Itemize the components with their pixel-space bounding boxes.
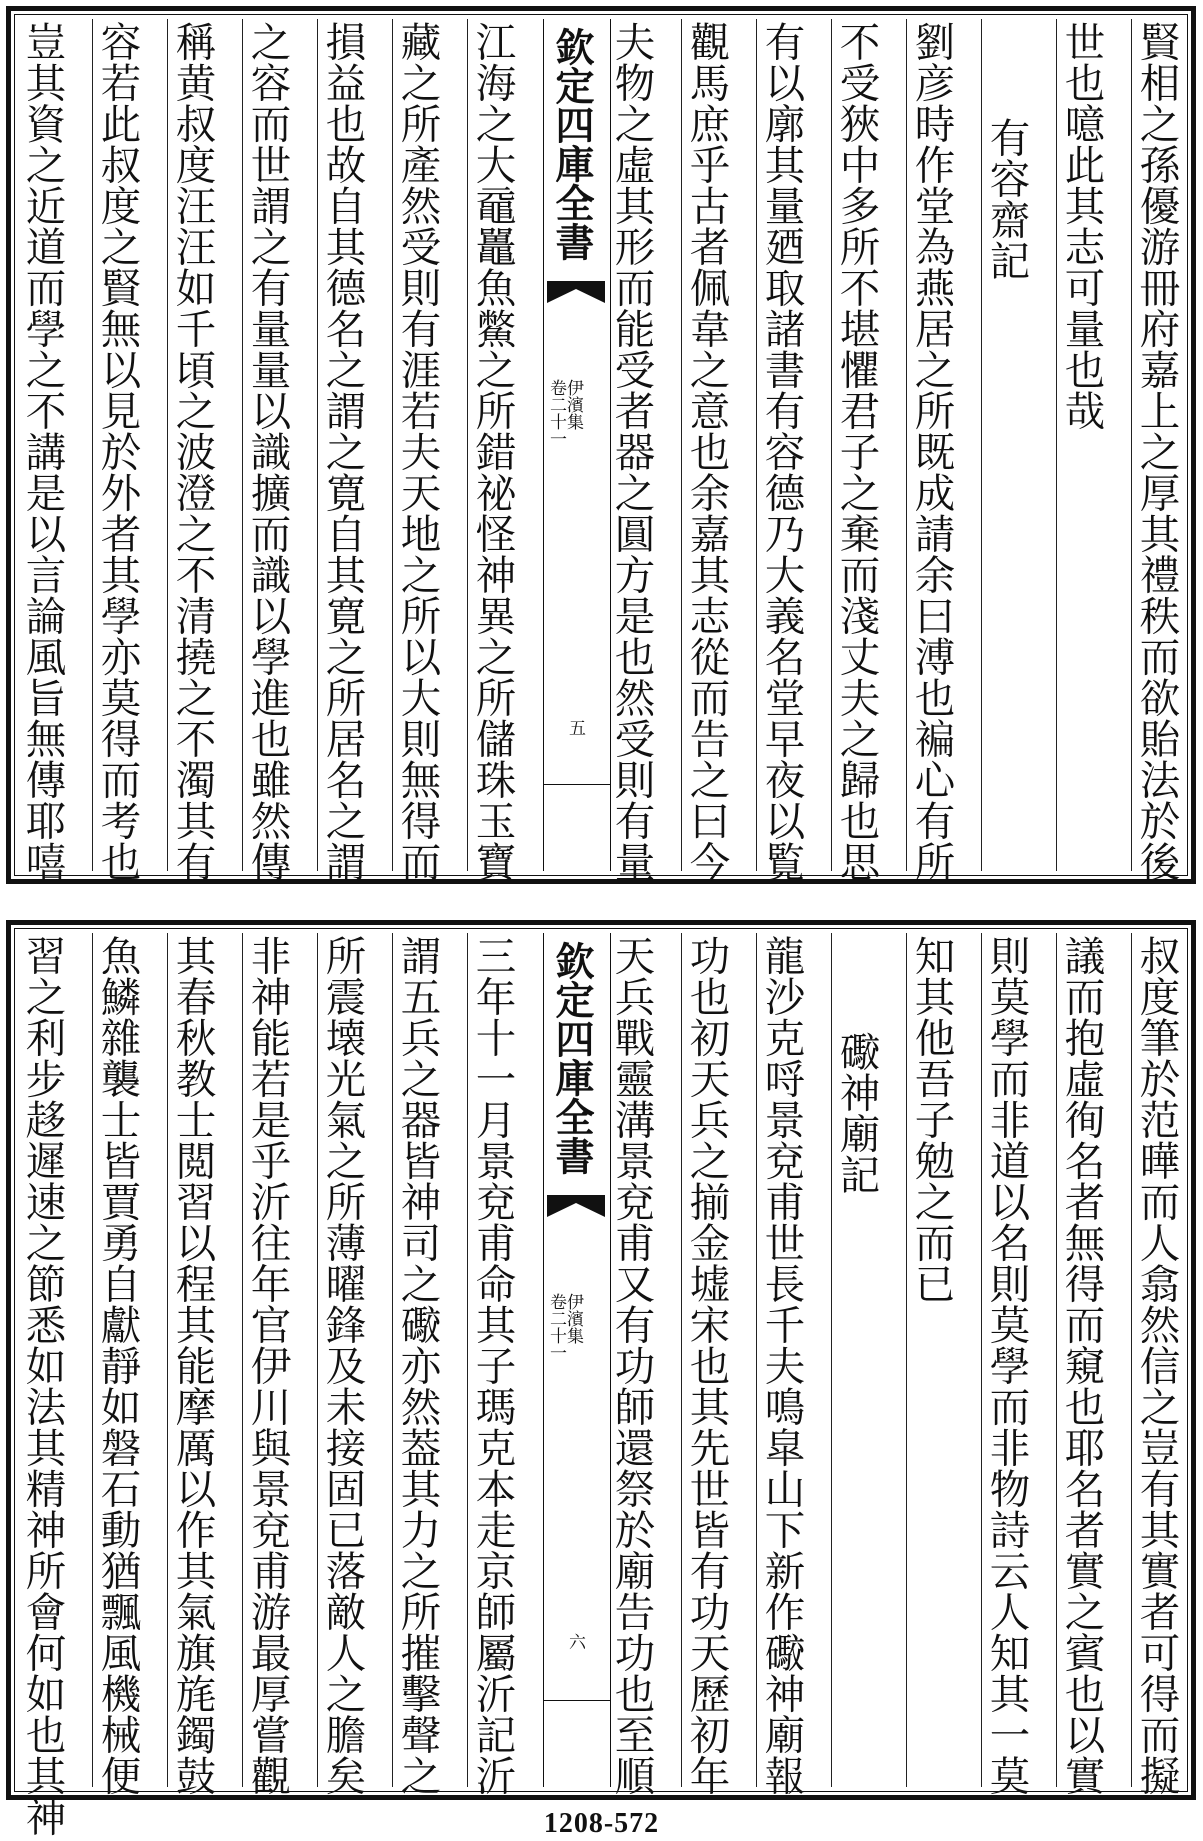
text-column: 賢相之孫優游冊府嘉上之厚其禮秩而欲貽法於後	[1132, 21, 1181, 882]
column-rule	[756, 19, 757, 871]
column-rule	[1131, 933, 1132, 1787]
column-rule	[467, 933, 468, 1787]
center-bottom-rule	[544, 784, 610, 785]
column-rule	[831, 933, 832, 1787]
center-fold-label	[543, 19, 611, 871]
text-column: 議而抱虛徇名者無得而窺也耶名者實之賓也以實	[1057, 935, 1106, 1796]
center-fold-label	[543, 933, 611, 1787]
column-rule	[317, 933, 318, 1787]
column-rule	[392, 19, 393, 871]
text-column: 藏之所產然受則有涯若夫天地之所以大則無得而	[393, 21, 442, 882]
text-column: 江海之大黿鼉魚鱉之所錯祕怪神異之所儲珠玉寶	[468, 21, 517, 882]
text-column: 觀馬庶乎古者佩韋之意也余嘉其志從而告之曰今	[682, 21, 731, 882]
column-rule	[92, 933, 93, 1787]
column-rule	[756, 933, 757, 1787]
column-rule	[981, 933, 982, 1787]
column-rule	[467, 19, 468, 871]
column-rule	[1056, 933, 1057, 1787]
text-column: 豈其資之近道而學之不講是以言論風旨無傳耶嘻	[18, 21, 67, 882]
column-rule	[831, 19, 832, 871]
text-column: 容若此叔度之賢無以見於外者其學亦莫得而考也	[93, 21, 142, 882]
column-rule	[92, 19, 93, 871]
text-column: 世也噫此其志可量也哉	[1057, 21, 1106, 431]
column-rule	[317, 19, 318, 871]
column-rule	[906, 19, 907, 871]
column-rule	[1131, 19, 1132, 871]
center-bottom-rule	[544, 1700, 610, 1701]
text-column: 稱黄叔度汪汪如千頃之波澄之不清撓之不濁其有	[168, 21, 217, 882]
text-column: 魚鱗雜襲士皆賈勇自獻靜如磐石動猶飄風機械便	[93, 935, 142, 1796]
column-rule	[242, 19, 243, 871]
text-column: 有以廓其量廼取諸書有容德乃大義名堂早夜以覧	[757, 21, 806, 882]
text-column: 損益也故自其德名之謂之寛自其寛之所居名之謂	[318, 21, 367, 882]
text-column: 非神能若是乎沂往年官伊川與景兗甫游最厚嘗觀	[243, 935, 292, 1796]
column-rule	[681, 933, 682, 1787]
upper-page	[6, 6, 1196, 884]
volume-name: 卷二十一	[546, 1293, 566, 1361]
text-column: 所震壊光氣之所薄曜鋒及未接固已落敵人之膽矣	[318, 935, 367, 1796]
leaf-number: 六	[565, 1633, 585, 1650]
section-heading: 礮神廟記	[832, 1031, 881, 1195]
book-name: 伊濱集	[563, 379, 583, 430]
column-rule	[167, 933, 168, 1787]
column-rule	[392, 933, 393, 1787]
text-column: 其春秋教士閲習以程其能摩厲以作其氣旗旄鐲鼓	[168, 935, 217, 1796]
column-rule	[906, 933, 907, 1787]
volume-name: 卷二十一	[546, 379, 566, 447]
column-rule	[167, 19, 168, 871]
column-rule	[681, 19, 682, 871]
text-column: 夫物之虛其形而能受者器之圓方是也然受則有量	[607, 21, 656, 882]
column-rule	[981, 19, 982, 871]
collection-title: 欽定四庫全書	[549, 27, 595, 261]
column-rule	[242, 933, 243, 1787]
text-column: 劉彦時作堂為燕居之所既成請余曰溥也褊心有所	[907, 21, 956, 882]
text-column: 謂五兵之器皆神司之礮亦然葢其力之所摧擊聲之	[393, 935, 442, 1796]
text-column: 天兵戰靈溝景兗甫又有功師還祭於廟告功也至順	[607, 935, 656, 1796]
book-name: 伊濱集	[563, 1293, 583, 1344]
text-column: 三年十一月景兗甫命其子瑪克本走京師屬沂記沂	[468, 935, 517, 1796]
collection-title: 欽定四庫全書	[549, 941, 595, 1175]
text-column: 功也初天兵之揃金墟宋也其先世皆有功天歷初年	[682, 935, 731, 1796]
section-heading: 有容齋記	[982, 117, 1031, 281]
text-column: 則莫學而非道以名則莫學而非物詩云人知其一莫	[982, 935, 1031, 1796]
fishtail-mark-icon	[547, 281, 605, 303]
text-column: 知其他吾子勉之而已	[907, 935, 956, 1304]
leaf-number: 五	[565, 719, 585, 736]
text-column: 習之利步趍遲速之節悉如法其精神所會何如也其神	[18, 935, 67, 1837]
reference-number: 1208-572	[543, 1808, 660, 1839]
text-column: 之容而世謂之有量量以識擴而識以學進也雖然傳	[243, 21, 292, 882]
text-column: 不受狹中多所不堪懼君子之棄而淺丈夫之歸也思	[832, 21, 881, 882]
fishtail-mark-icon	[547, 1195, 605, 1217]
column-rule	[1056, 19, 1057, 871]
text-column: 龍沙克哷景兗甫世長千夫鳴皐山下新作礮神廟報	[757, 935, 806, 1796]
text-column: 叔度筆於范曄而人翕然信之豈有其實者可得而擬	[1132, 935, 1181, 1796]
